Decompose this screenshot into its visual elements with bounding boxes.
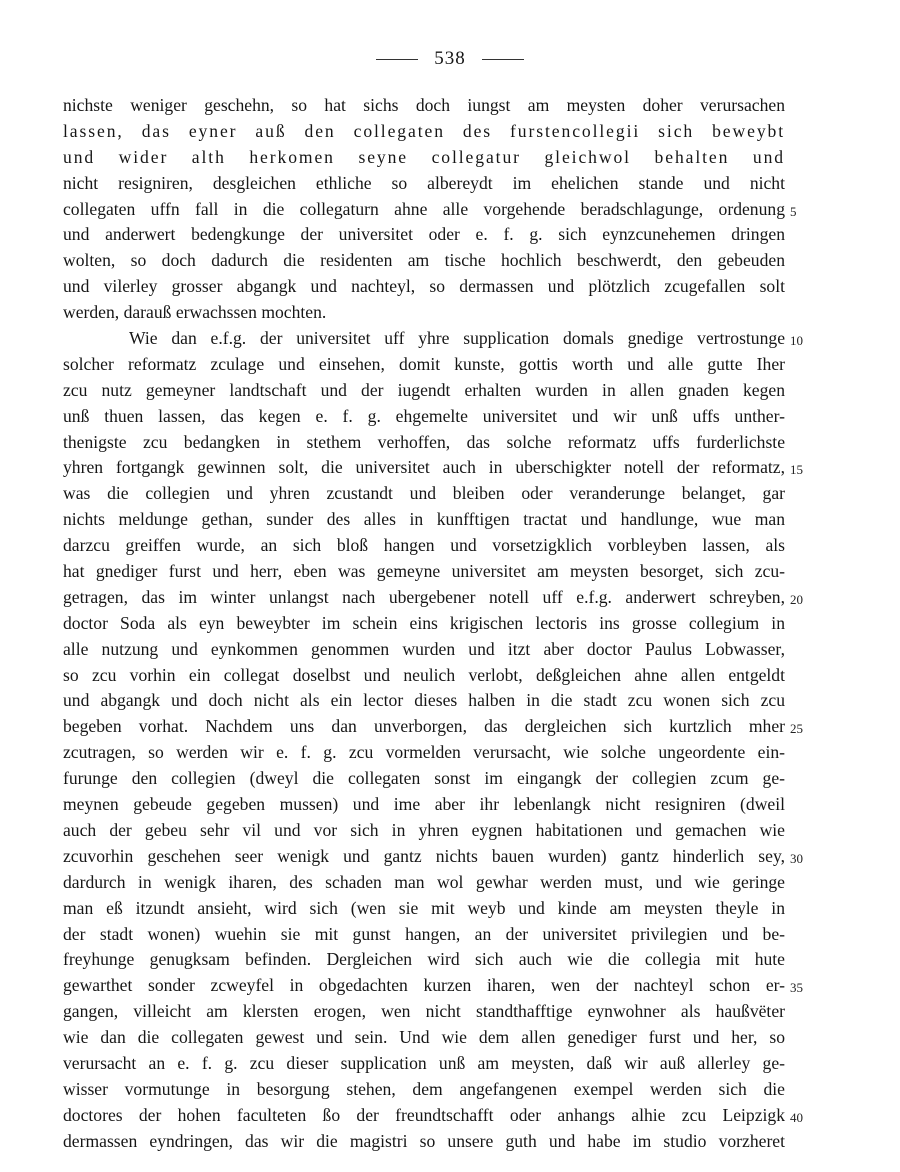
line-text: verursacht an e. f. g. zcu dieser supplication unß am meysten, daß wir auß allerley ge- bbox=[63, 1052, 785, 1073]
text-line bbox=[63, 481, 785, 507]
text-line bbox=[63, 507, 785, 533]
line-text: so zcu vorhin ein collegat doselbst und neulich verlobt, deßgleichen ahne allen entgeldt bbox=[63, 664, 785, 685]
line-text: furunge den collegien (dweyl die collegaten sonst im eingangk der collegien zcum ge- bbox=[63, 768, 785, 789]
line-text: hat gnediger furst und herr, eben was gemeyne universitet am meysten besorget, sich zcu- bbox=[63, 561, 785, 582]
line-text: getragen, das im winter unlangst nach ubergebener notell uff e.f.g. anderwert schreyben, bbox=[63, 586, 785, 607]
line-text: meynen gebeude gegeben mussen) und ime aber ihr lebenlangk nicht resigniren (dweil bbox=[63, 794, 785, 815]
text-line bbox=[63, 1025, 785, 1051]
line-text: und wider alth herkomen seyne collegatur gleichwol behalten und bbox=[63, 146, 785, 167]
text-line bbox=[63, 404, 785, 430]
text-line bbox=[63, 430, 785, 456]
text-line bbox=[63, 248, 785, 274]
line-text: was die collegien und yhren zcustandt und bleiben oder veranderunge belanget, gar bbox=[63, 483, 785, 504]
text-line bbox=[63, 300, 785, 326]
text-block bbox=[63, 93, 803, 1155]
text-line bbox=[63, 844, 803, 870]
line-text: solcher reformatz zculage und einsehen, domit kunste, gottis worth und alle gutte Iher bbox=[63, 353, 785, 374]
line-text: alle nutzung und eynkommen genommen wurden und itzt aber doctor Paulus Lobwasser, bbox=[63, 638, 785, 659]
line-number: 25 bbox=[790, 721, 803, 737]
text-line bbox=[63, 352, 785, 378]
text-line bbox=[63, 870, 785, 896]
line-text: auch der gebeu sehr vil und vor sich in yhren eygnen habitationen und gemachen wie bbox=[63, 819, 785, 840]
text-line bbox=[63, 171, 785, 197]
line-text: doctor Soda als eyn beweybter im schein eins krigischen lectoris ins grosse collegium in bbox=[63, 612, 785, 633]
line-number: 30 bbox=[790, 850, 803, 866]
text-line bbox=[63, 274, 785, 300]
line-number: 5 bbox=[790, 203, 797, 219]
line-text: freyhunge genugksam befinden. Dergleichen wird sich auch wie die collegia mit hute bbox=[63, 949, 785, 970]
line-text: wisser vormutunge in besorgung stehen, dem angefangenen exempel werden sich die bbox=[63, 1078, 785, 1099]
line-text: darzcu greiffen wurde, an sich bloß hangen und vorsetzigklich vorbleyben lassen, als bbox=[63, 535, 785, 556]
text-line bbox=[63, 93, 785, 119]
text-line bbox=[63, 1103, 803, 1129]
text-line bbox=[63, 714, 803, 740]
line-text: und vilerley grosser abgangk und nachteyl, so dermassen und plötzlich zcugefallen solt bbox=[63, 276, 785, 297]
line-text: nicht resigniren, desgleichen ethliche so albereydt im ehelichen stande und nicht bbox=[63, 172, 785, 193]
line-text: nichts meldunge gethan, sunder des alles in kunfftigen tractat und handlunge, wue man bbox=[63, 509, 785, 530]
line-text: unß thuen lassen, das kegen e. f. g. ehgemelte universitet und wir unß uffs unther- bbox=[63, 405, 785, 426]
text-line bbox=[63, 688, 785, 714]
line-text: dardurch in wenigk iharen, des schaden man wol gewhar werden must, und wie geringe bbox=[63, 871, 785, 892]
text-line bbox=[63, 197, 797, 223]
line-text: wolten, so doch dadurch die residenten am tische hochlich beschwerdt, den gebeuden bbox=[63, 250, 785, 271]
text-line bbox=[63, 663, 785, 689]
line-text: man eß itzundt ansieht, wird sich (wen sie mit weyb und kinde am meysten theyle in bbox=[63, 897, 785, 918]
line-number: 15 bbox=[790, 462, 803, 478]
text-line bbox=[63, 947, 785, 973]
line-number: 20 bbox=[790, 591, 803, 607]
text-line bbox=[63, 455, 803, 481]
line-text: zcuvorhin geschehen seer wenigk und gantz nichts bauen wurden) gantz hinderlich sey, bbox=[63, 845, 785, 866]
text-line bbox=[63, 999, 785, 1025]
header-rule-right bbox=[482, 59, 524, 60]
text-line bbox=[63, 766, 785, 792]
text-line bbox=[63, 222, 785, 248]
text-line bbox=[63, 1077, 785, 1103]
line-text: und abgangk und doch nicht als ein lector dieses halben in die stadt zcu wonen sich zcu bbox=[63, 690, 785, 711]
text-line bbox=[63, 740, 785, 766]
line-text: zcu nutz gemeyner landtschaft und der iugendt erhalten wurden in allen gnaden kegen bbox=[63, 379, 785, 400]
text-line bbox=[63, 145, 785, 171]
text-line bbox=[63, 1051, 785, 1077]
page-number: 538 bbox=[434, 48, 466, 69]
line-text: collegaten uffn fall in die collegaturn ahne alle vorgehende beradschlagunge, ordenung bbox=[63, 198, 785, 219]
line-text: wie dan die collegaten gewest und sein. Und wie dem allen genediger furst und her, so bbox=[63, 1027, 785, 1048]
text-line bbox=[63, 896, 785, 922]
page-header bbox=[0, 46, 900, 72]
text-line bbox=[63, 585, 803, 611]
line-text: zcutragen, so werden wir e. f. g. zcu vormelden verursacht, wie solche ungeordente ein- bbox=[63, 742, 785, 763]
line-text: dermassen eyndringen, das wir die magistri so unsere guth und habe im studio vorzheret bbox=[63, 1130, 785, 1151]
text-line bbox=[63, 973, 803, 999]
line-text: lassen, das eyner auß den collegaten des furstencollegii sich beweybt bbox=[63, 120, 785, 141]
line-text: der stadt wonen) wuehin sie mit gunst hangen, an der universitet privilegien und be- bbox=[63, 923, 785, 944]
text-line bbox=[63, 326, 803, 352]
text-line bbox=[63, 818, 785, 844]
text-line bbox=[63, 922, 785, 948]
line-number: 35 bbox=[790, 980, 803, 996]
text-line bbox=[63, 378, 785, 404]
text-line bbox=[63, 1129, 785, 1155]
header-rule-left bbox=[376, 59, 418, 60]
line-text: werden, darauß erwachssen mochten. bbox=[63, 302, 327, 323]
line-text: doctores der hohen faculteten ßo der freundtschafft oder anhangs alhie zcu Leipzigk bbox=[63, 1104, 785, 1125]
line-text: Wie dan e.f.g. der universitet uff yhre supplication domals gnedige vertrostunge bbox=[129, 328, 785, 349]
text-line bbox=[63, 119, 785, 145]
line-text: nichste weniger geschehn, so hat sichs doch iungst am meysten doher verursachen bbox=[63, 95, 785, 115]
text-line bbox=[63, 611, 785, 637]
text-line bbox=[63, 559, 785, 585]
line-text: thenigste zcu bedangken in stethem verhoffen, das solche reformatz uffs furderlichste bbox=[63, 431, 785, 452]
line-text: und anderwert bedengkunge der universitet oder e. f. g. sich eynzcunehemen dringen bbox=[63, 224, 785, 245]
line-text: yhren fortgangk gewinnen solt, die universitet auch in uberschigkter notell der reformatz, bbox=[63, 457, 785, 478]
line-text: begeben vorhat. Nachdem uns dan unverborgen, das dergleichen sich kurtzlich mher bbox=[63, 716, 785, 737]
line-number: 40 bbox=[790, 1109, 803, 1125]
text-line bbox=[63, 637, 785, 663]
line-text: gewarthet sonder zcweyfel in obgedachten kurzen iharen, wen der nachteyl schon er- bbox=[63, 975, 785, 996]
line-number: 10 bbox=[790, 333, 803, 349]
text-line bbox=[63, 792, 785, 818]
text-line bbox=[63, 533, 785, 559]
line-text: gangen, villeicht am klersten erogen, wen nicht standthafftige eynwohner als haußvëter bbox=[63, 1001, 785, 1022]
